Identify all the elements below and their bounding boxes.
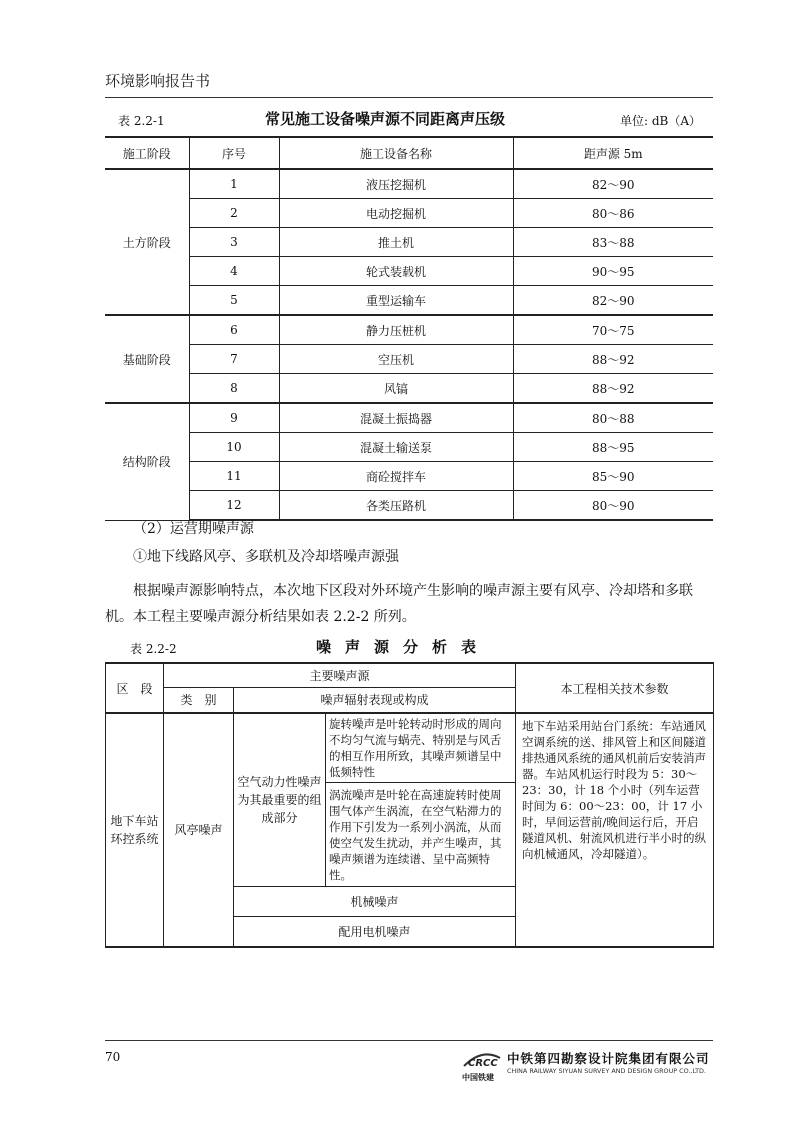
column-header: 施工阶段	[105, 137, 189, 169]
column-header: 距声源 5m	[513, 137, 713, 169]
equipment-name: 商砼搅拌车	[279, 462, 513, 491]
section-cell: 地下车站环控系统	[106, 713, 164, 947]
page-number: 70	[105, 1050, 121, 1064]
equipment-name: 推土机	[279, 228, 513, 257]
crcc-logo-icon	[462, 1046, 502, 1072]
logo-mark-text: CRCC	[468, 1058, 498, 1069]
table2-number: 表 2.2-2	[130, 642, 177, 656]
body-paragraph: 根据噪声源影响特点，本次地下区段对外环境产生影响的噪声源主要有风亭、冷却塔和多联机。本工程主要噪声源分析结果如表 2.2-2 所列。	[105, 583, 693, 625]
company-name-en: CHINA RAILWAY SIYUAN SURVEY AND DESIGN GROUP CO.,LTD.	[507, 1067, 706, 1075]
row-number: 12	[189, 491, 279, 521]
stage-cell: 结构阶段	[105, 403, 189, 520]
table-row	[105, 374, 713, 404]
row-number: 6	[189, 315, 279, 345]
noise-level: 80～86	[513, 199, 713, 228]
table-row	[105, 315, 713, 345]
document-header: 环境影响报告书	[105, 72, 211, 90]
table-row	[105, 403, 713, 433]
noise-level: 82～90	[513, 169, 713, 199]
table-row	[105, 345, 713, 374]
table-row	[106, 713, 714, 783]
table1-number: 表 2.2-1	[118, 114, 165, 128]
rotation-noise-cell: 旋转噪声是叶轮转动时形成的周向不均匀气流与蜗壳、特别是与风舌的相互作用所致，其噪声频谱呈中低频特性	[326, 713, 516, 783]
equipment-name: 风镐	[279, 374, 513, 404]
row-number: 11	[189, 462, 279, 491]
equipment-name: 空压机	[279, 345, 513, 374]
equipment-name: 各类压路机	[279, 491, 513, 521]
category-header: 类 别	[164, 687, 234, 713]
noise-level: 80～88	[513, 403, 713, 433]
motor-noise-cell: 配用电机噪声	[234, 917, 516, 947]
row-number: 10	[189, 433, 279, 462]
noise-level: 88～95	[513, 433, 713, 462]
row-number: 8	[189, 374, 279, 404]
equipment-name: 液压挖掘机	[279, 169, 513, 199]
noise-level: 88～92	[513, 374, 713, 404]
equipment-name: 静力压桩机	[279, 315, 513, 345]
table-row	[105, 169, 713, 199]
noise-level: 83～88	[513, 228, 713, 257]
section-header: 区 段	[106, 663, 164, 713]
header-divider	[105, 97, 713, 98]
table-row	[105, 257, 713, 286]
noise-level: 82～90	[513, 286, 713, 316]
stage-cell: 土方阶段	[105, 169, 189, 315]
equipment-name: 电动挖掘机	[279, 199, 513, 228]
table-row	[105, 462, 713, 491]
section-heading: （2）运营期噪声源	[133, 521, 254, 537]
vortex-noise-cell: 涡流噪声是叶轮在高速旋转时使周围气体产生涡流，在空气粘滞力的作用下引发为一系列小涡流，从而使空气发生扰动，并产生噪声，其噪声频谱为连续谱、呈中高频特性。	[326, 783, 516, 887]
company-name-cn: 中铁第四勘察设计院集团有限公司	[507, 1051, 710, 1066]
equipment-name: 重型运输车	[279, 286, 513, 316]
row-number: 3	[189, 228, 279, 257]
table-row	[105, 199, 713, 228]
row-number: 5	[189, 286, 279, 316]
table1-title: 常见施工设备噪声源不同距离声压级	[265, 110, 506, 128]
row-number: 2	[189, 199, 279, 228]
noise-source-analysis-table	[105, 662, 714, 948]
noise-level: 88～92	[513, 345, 713, 374]
table-row	[105, 228, 713, 257]
aero-noise-cell: 空气动力性噪声为其最重要的组成部分	[234, 713, 326, 887]
table1-unit: 单位: dB（A）	[620, 114, 702, 128]
equipment-name: 混凝土振捣器	[279, 403, 513, 433]
row-number: 1	[189, 169, 279, 199]
row-number: 4	[189, 257, 279, 286]
params-header: 本工程相关技术参数	[516, 663, 714, 713]
noise-level: 80～90	[513, 491, 713, 521]
equipment-name: 混凝土输送泵	[279, 433, 513, 462]
noise-level: 70～75	[513, 315, 713, 345]
table-header-row	[105, 137, 713, 169]
noise-level: 90～95	[513, 257, 713, 286]
table-row	[105, 433, 713, 462]
column-header: 序号	[189, 137, 279, 169]
equipment-name: 轮式装载机	[279, 257, 513, 286]
table-row	[105, 286, 713, 316]
column-header: 施工设备名称	[279, 137, 513, 169]
row-number: 9	[189, 403, 279, 433]
table-header-row	[106, 663, 714, 687]
footer-divider	[105, 1040, 713, 1041]
params-cell: 地下车站采用站台门系统：车站通风空调系统的送、排风管上和区间隧道排热通风系统的通风机前后安装消声器。车站风机运行时段为 5：30～23：30，计 18 个小时（列车运营时间为 6：00～23：00，计 17 小时，早间运营前/晚间运行后，开启隧道风机、射流风机进行半小时的纵向机械通风，冷却隧道）。	[516, 713, 714, 947]
subsection-heading: ①地下线路风亭、多联机及冷却塔噪声源强	[133, 549, 399, 565]
table2-title: 噪声源分析表	[316, 638, 491, 656]
noise-level: 85～90	[513, 462, 713, 491]
composition-header: 噪声辐射表现或构成	[234, 687, 516, 713]
row-number: 7	[189, 345, 279, 374]
mechanical-noise-cell: 机械噪声	[234, 887, 516, 917]
stage-cell: 基础阶段	[105, 315, 189, 403]
equipment-noise-table	[105, 136, 713, 521]
main-source-header: 主要噪声源	[164, 663, 516, 687]
category-cell: 风亭噪声	[164, 713, 234, 947]
logo-text: 中国铁建	[462, 1073, 494, 1082]
